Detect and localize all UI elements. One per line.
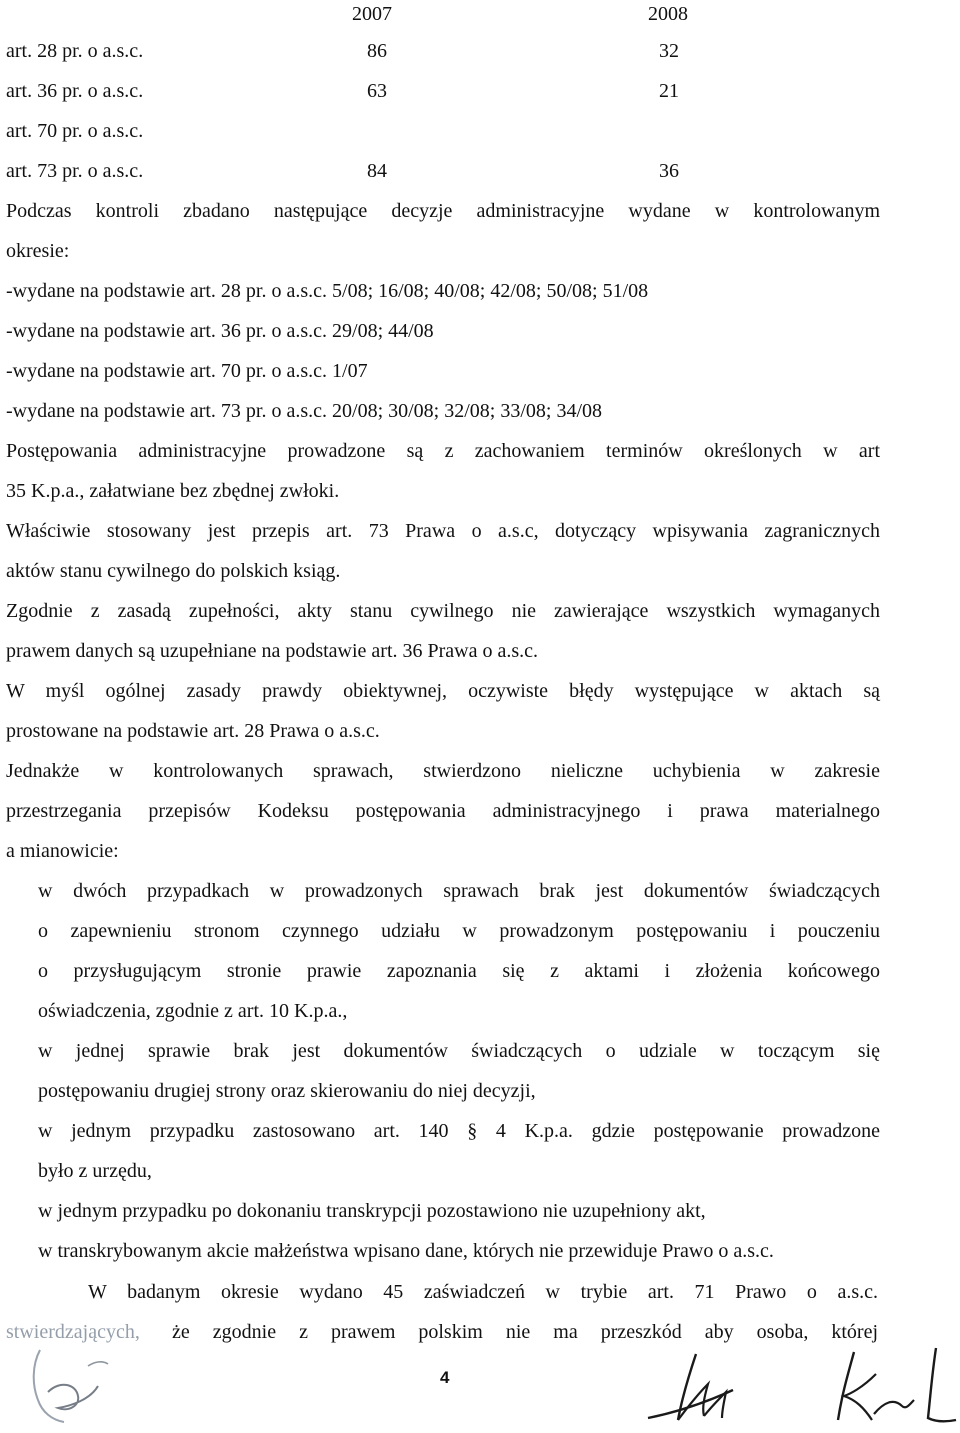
finding-item: w transkrybowanym akcie małżeństwa wpisano dane, których nie przewiduje Prawo o a.s.c.	[38, 1240, 774, 1262]
decision-list-item: -wydane na podstawie art. 70 pr. o a.s.c. 1/07	[6, 360, 368, 382]
finding-item: w jednym przypadku po dokonaniu transkrypcji pozostawiono nie uzupełniony akt,	[38, 1200, 706, 1222]
text-line: aktów stanu cywilnego do polskich ksiąg.	[6, 560, 341, 582]
stamp-text: stwierdzających,	[6, 1321, 140, 1343]
year-2007-header: 2007	[352, 3, 392, 25]
text-line: a mianowicie:	[6, 840, 119, 862]
finding-item: było z urzędu,	[38, 1160, 152, 1182]
text-line: W myśl ogólnej zasady prawdy obiektywnej, oczywiste błędy występujące w aktach są	[6, 680, 880, 702]
text-line: że zgodnie z prawem polskim nie ma przeszkód aby osoba, której	[172, 1321, 878, 1343]
text-line: okresie:	[6, 240, 70, 262]
table-row-label: art. 36 pr. o a.s.c.	[6, 80, 144, 102]
text-line: prawem danych są uzupełniane na podstawie art. 36 Prawa o a.s.c.	[6, 640, 539, 662]
table-cell: 84	[367, 160, 387, 182]
table-cell: 86	[367, 40, 387, 62]
text-line: przestrzegania przepisów Kodeksu postępowania administracyjnego i prawa materialnego	[6, 800, 880, 822]
table-cell: 32	[659, 40, 679, 62]
text-line: Jednakże w kontrolowanych sprawach, stwierdzono nieliczne uchybienia w zakresie	[6, 760, 880, 782]
signature-icon	[818, 1344, 958, 1428]
decision-list-item: -wydane na podstawie art. 73 pr. o a.s.c. 20/08; 30/08; 32/08; 33/08; 34/08	[6, 400, 603, 422]
table-cell: 63	[367, 80, 387, 102]
table-cell: 21	[659, 80, 679, 102]
stamp-mark-icon	[28, 1340, 118, 1425]
finding-item: o zapewnieniu stronom czynnego udziału w prowadzonym postępowaniu i pouczeniu	[38, 920, 880, 942]
table-row-label: art. 28 pr. o a.s.c.	[6, 40, 144, 62]
decision-list-item: -wydane na podstawie art. 28 pr. o a.s.c. 5/08; 16/08; 40/08; 42/08; 50/08; 51/08	[6, 280, 649, 302]
text-line: Właściwie stosowany jest przepis art. 73 Prawa o a.s.c, dotyczący wpisywania zagranicznych	[6, 520, 880, 542]
finding-item: w jednej sprawie brak jest dokumentów świadczących o udziale w toczącym się	[38, 1040, 880, 1062]
table-row-label: art. 70 pr. o a.s.c.	[6, 120, 144, 142]
text-line: Postępowania administracyjne prowadzone są z zachowaniem terminów określonych w art	[6, 440, 880, 462]
text-line: W badanym okresie wydano 45 zaświadczeń w trybie art. 71 Prawo o a.s.c.	[88, 1281, 878, 1303]
table-cell: 36	[659, 160, 679, 182]
page-number: 4	[440, 1368, 450, 1387]
finding-item: w dwóch przypadkach w prowadzonych sprawach brak jest dokumentów świadczących	[38, 880, 880, 902]
text-line: Zgodnie z zasadą zupełności, akty stanu cywilnego nie zawierające wszystkich wymaganych	[6, 600, 880, 622]
text-line: 35 K.p.a., załatwiane bez zbędnej zwłoki.	[6, 480, 340, 502]
text-line: Podczas kontroli zbadano następujące decyzje administracyjne wydane w kontrolowanym	[6, 200, 880, 222]
year-2008-header: 2008	[648, 3, 688, 25]
finding-item: w jednym przypadku zastosowano art. 140 § 4 K.p.a. gdzie postępowanie prowadzone	[38, 1120, 880, 1142]
decision-list-item: -wydane na podstawie art. 36 pr. o a.s.c. 29/08; 44/08	[6, 320, 434, 342]
finding-item: o przysługującym stronie prawie zapoznania się z aktami i złożenia końcowego	[38, 960, 880, 982]
table-row-label: art. 73 pr. o a.s.c.	[6, 160, 144, 182]
finding-item: postępowaniu drugiej strony oraz skierowaniu do niej decyzji,	[38, 1080, 536, 1102]
finding-item: oświadczenia, zgodnie z art. 10 K.p.a.,	[38, 1000, 348, 1022]
text-line: prostowane na podstawie art. 28 Prawa o a.s.c.	[6, 720, 380, 742]
signature-icon	[638, 1348, 758, 1428]
